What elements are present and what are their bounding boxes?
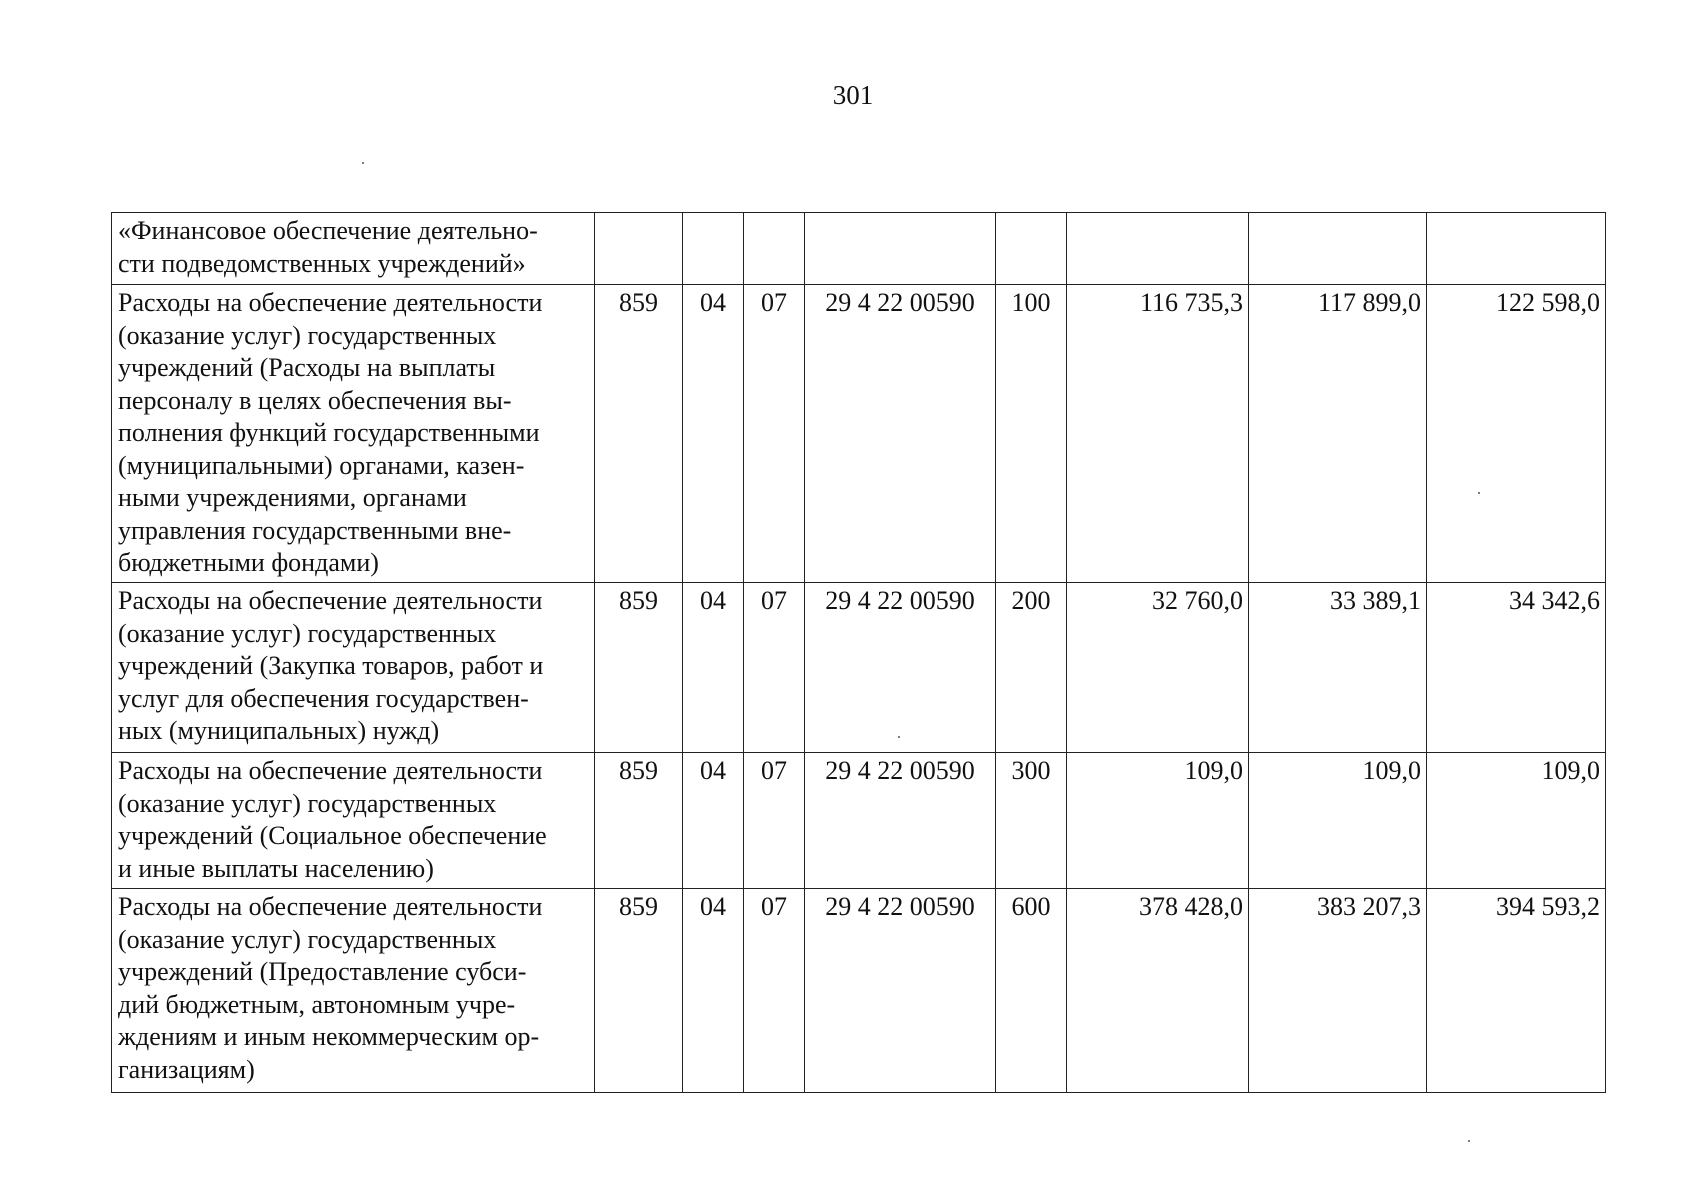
page-number: 301 <box>832 80 874 110</box>
description-line: (оказание услуг) государственных <box>118 320 497 350</box>
amount-year-1-cell: 378 428,0 <box>1067 889 1249 1093</box>
description-line: управления государственными вне- <box>118 515 512 545</box>
subsection-code-cell <box>744 213 805 285</box>
amount-year-3-cell: 34 342,6 <box>1427 583 1606 753</box>
subsection-code-cell: 07 <box>744 753 805 889</box>
description-line: бюджетными фондами) <box>118 548 379 577</box>
description-line: учреждений (Социальное обеспечение <box>118 821 547 850</box>
description-cell <box>112 889 595 1093</box>
target-article-cell: 29 4 22 00590 <box>805 889 996 1093</box>
ministry-code-cell: 859 <box>595 285 683 583</box>
amount-year-2-cell <box>1249 213 1427 285</box>
ministry-code-cell: 859 <box>595 583 683 753</box>
expense-type-cell: 200 <box>996 583 1067 753</box>
target-article-cell: 29 4 22 00590 <box>805 583 996 753</box>
amount-year-3-cell: 394 593,2 <box>1427 889 1606 1093</box>
description-line: учреждений (Закупка товаров, работ и <box>118 651 544 680</box>
description-line: полнения функций государственными <box>118 418 540 447</box>
description-line: сти подведомственных учреждений» <box>118 248 526 278</box>
description-cell <box>112 285 595 583</box>
description-line: учреждений (Предоставление субси- <box>118 957 527 986</box>
amount-year-2-cell: 33 389,1 <box>1249 583 1427 753</box>
description-line: ганизациям) <box>118 1054 255 1084</box>
scan-speck <box>362 162 364 164</box>
table-row <box>112 213 1606 285</box>
scan-speck <box>1468 1140 1470 1142</box>
description-line: услуг для обеспечения государствен- <box>118 683 529 713</box>
section-code-cell: 04 <box>683 753 744 889</box>
amount-year-3-cell: 109,0 <box>1427 753 1606 889</box>
ministry-code-cell <box>595 213 683 285</box>
description-line: учреждений (Расходы на выплаты <box>118 353 496 382</box>
table-row <box>112 285 1606 583</box>
section-code-cell <box>683 213 744 285</box>
target-article-cell: 29 4 22 00590 <box>805 753 996 889</box>
amount-year-2-cell: 109,0 <box>1249 753 1427 889</box>
description-line: (оказание услуг) государственных <box>118 618 497 648</box>
target-article-cell: 29 4 22 00590 <box>805 285 996 583</box>
expense-type-cell: 100 <box>996 285 1067 583</box>
amount-year-1-cell <box>1067 213 1249 285</box>
scan-speck <box>1478 492 1480 494</box>
subsection-code-cell: 07 <box>744 285 805 583</box>
description-line: Расходы на обеспечение деятельности <box>118 288 543 317</box>
section-code-cell: 04 <box>683 889 744 1093</box>
description-line: персоналу в целях обеспечения вы- <box>118 385 512 415</box>
table-row <box>112 889 1606 1093</box>
ministry-code-cell: 859 <box>595 889 683 1093</box>
section-code-cell: 04 <box>683 583 744 753</box>
description-line: ных (муниципальных) нужд) <box>118 716 440 745</box>
expense-type-cell <box>996 213 1067 285</box>
target-article-cell <box>805 213 996 285</box>
section-code-cell: 04 <box>683 285 744 583</box>
description-cell <box>112 753 595 889</box>
description-line: Расходы на обеспечение деятельности <box>118 892 543 921</box>
description-line: «Финансовое обеспечение деятельно- <box>118 216 538 245</box>
description-line: и иные выплаты населению) <box>118 853 434 883</box>
description-cell <box>112 213 595 285</box>
expense-type-cell: 300 <box>996 753 1067 889</box>
table-row <box>112 583 1606 753</box>
table-row <box>112 753 1606 889</box>
amount-year-2-cell: 383 207,3 <box>1249 889 1427 1093</box>
amount-year-1-cell: 116 735,3 <box>1067 285 1249 583</box>
description-line: Расходы на обеспечение деятельности <box>118 586 543 615</box>
ministry-code-cell: 859 <box>595 753 683 889</box>
description-line: (оказание услуг) государственных <box>118 788 497 818</box>
subsection-code-cell: 07 <box>744 889 805 1093</box>
description-line: (муниципальными) органами, казен- <box>118 450 525 480</box>
description-line: ными учреждениями, органами <box>118 483 467 512</box>
amount-year-1-cell: 32 760,0 <box>1067 583 1249 753</box>
description-line: (оказание услуг) государственных <box>118 924 497 954</box>
scan-speck <box>898 736 900 738</box>
table-body <box>112 213 1606 1093</box>
amount-year-3-cell <box>1427 213 1606 285</box>
expense-type-cell: 600 <box>996 889 1067 1093</box>
description-line: ждениям и иным некоммерческим ор- <box>118 1022 540 1051</box>
description-cell <box>112 583 595 753</box>
description-line: дий бюджетным, автономным учре- <box>118 989 516 1019</box>
subsection-code-cell: 07 <box>744 583 805 753</box>
description-line: Расходы на обеспечение деятельности <box>118 756 543 785</box>
budget-expense-table <box>111 212 1606 1093</box>
amount-year-2-cell: 117 899,0 <box>1249 285 1427 583</box>
amount-year-3-cell: 122 598,0 <box>1427 285 1606 583</box>
amount-year-1-cell: 109,0 <box>1067 753 1249 889</box>
